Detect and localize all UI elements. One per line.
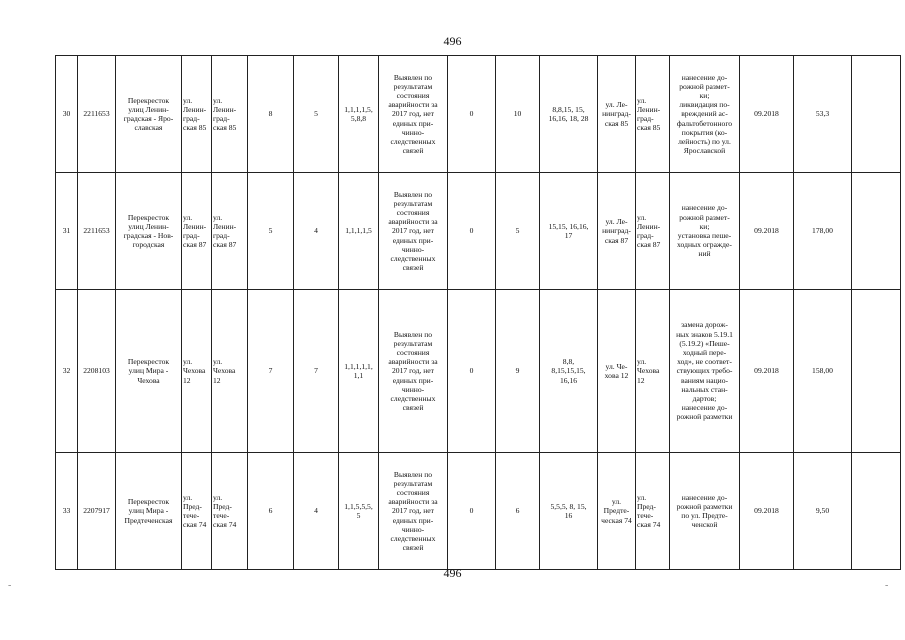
address-a: ул. Пред- тече- ская 74: [182, 453, 212, 570]
address-b: ул. Ленин- град- ская 85: [212, 56, 248, 173]
count-b: 7: [294, 290, 339, 453]
intersection-name: Перекресток улиц Ленин- градская - Яро- славская: [116, 56, 182, 173]
table-row: [56, 453, 901, 570]
count-a: 6: [248, 453, 294, 570]
margin-mark-left: -: [8, 580, 12, 591]
row-number: 32: [56, 290, 78, 453]
count-b: 4: [294, 173, 339, 290]
count-c: 0: [448, 453, 496, 570]
extra-cell: [852, 56, 901, 173]
row-number: 31: [56, 173, 78, 290]
row-code: 2208103: [78, 290, 116, 453]
count-b: 4: [294, 453, 339, 570]
codes-list: 1,1,1,1,5, 5,8,8: [339, 56, 379, 173]
reason-text: Выявлен по результатам состояния аварийности за 2017 год, нет единых при- чинно- следственных связей: [379, 290, 448, 453]
row-code: 2207917: [78, 453, 116, 570]
cost-value: 53,3: [794, 56, 852, 173]
measures-text: замена дорож- ных знаков 5.19.1 (5.19.2) «Пеше- ходный пере- ход», не соответ- ствующих требо- ваниям нацио- нальных стан- дартов; нанесение до- рожной разметки: [670, 290, 740, 453]
codes-list-b: 8,8, 8,15,15,15, 16,16: [540, 290, 598, 453]
count-a: 5: [248, 173, 294, 290]
extra-cell: [852, 173, 901, 290]
table-row: [56, 290, 901, 453]
page-number-bottom: 496: [443, 566, 462, 580]
count-d: 10: [496, 56, 540, 173]
address-a: ул. Ленин- град- ская 85: [182, 56, 212, 173]
count-d: 5: [496, 173, 540, 290]
address-a: ул. Ленин- град- ская 87: [182, 173, 212, 290]
codes-list-b: 5,5,5, 8, 15, 16: [540, 453, 598, 570]
table-row: [56, 173, 901, 290]
due-date: 09.2018: [740, 56, 794, 173]
codes-list-b: 15,15, 16,16, 17: [540, 173, 598, 290]
count-d: 6: [496, 453, 540, 570]
address-b: ул. Пред- тече- ская 74: [212, 453, 248, 570]
codes-list: 1,1,5,5,5, 5: [339, 453, 379, 570]
reason-text: Выявлен по результатам состояния аварийности за 2017 год, нет единых при- чинно- следственных связей: [379, 453, 448, 570]
measures-text: нанесение до- рожной размет- ки; установка пеше- ходных огражде- ний: [670, 173, 740, 290]
due-date: 09.2018: [740, 453, 794, 570]
margin-mark-right: -: [885, 580, 889, 591]
cost-value: 9,50: [794, 453, 852, 570]
cost-value: 178,00: [794, 173, 852, 290]
intersection-name: Перекресток улиц Мира - Предтеченская: [116, 453, 182, 570]
address-d: ул. Чехова 12: [636, 290, 670, 453]
count-a: 8: [248, 56, 294, 173]
codes-list-b: 8,8,15, 15, 16,16, 18, 28: [540, 56, 598, 173]
measures-text: нанесение до- рожной разметки по ул. Предте- ченской: [670, 453, 740, 570]
page-number-top: 496: [443, 34, 462, 48]
address-d: ул. Пред- тече- ская 74: [636, 453, 670, 570]
address-c: ул. Че- хова 12: [598, 290, 636, 453]
count-b: 5: [294, 56, 339, 173]
address-c: ул. Ле- нинград- ская 85: [598, 56, 636, 173]
intersection-name: Перекресток улиц Ленин- градская - Нов- городская: [116, 173, 182, 290]
address-d: ул. Ленин- град- ская 85: [636, 56, 670, 173]
count-c: 0: [448, 173, 496, 290]
address-d: ул. Ленин- град- ская 87: [636, 173, 670, 290]
count-a: 7: [248, 290, 294, 453]
address-c: ул. Ле- нинград- ская 87: [598, 173, 636, 290]
address-b: ул. Ленин- град- ская 87: [212, 173, 248, 290]
due-date: 09.2018: [740, 173, 794, 290]
due-date: 09.2018: [740, 290, 794, 453]
codes-list: 1,1,1,1,5: [339, 173, 379, 290]
reason-text: Выявлен по результатам состояния аварийности за 2017 год, нет единых при- чинно- следственных связей: [379, 56, 448, 173]
row-number: 33: [56, 453, 78, 570]
row-code: 2211653: [78, 173, 116, 290]
count-d: 9: [496, 290, 540, 453]
table-row: [56, 56, 901, 173]
address-a: ул. Чехова 12: [182, 290, 212, 453]
row-code: 2211653: [78, 56, 116, 173]
data-table: [55, 55, 901, 570]
extra-cell: [852, 453, 901, 570]
extra-cell: [852, 290, 901, 453]
count-c: 0: [448, 290, 496, 453]
address-c: ул. Предте- ческая 74: [598, 453, 636, 570]
count-c: 0: [448, 56, 496, 173]
codes-list: 1,1,1,1,1, 1,1: [339, 290, 379, 453]
address-b: ул. Чехова 12: [212, 290, 248, 453]
intersection-name: Перекресток улиц Мира - Чехова: [116, 290, 182, 453]
measures-text: нанесение до- рожной размет- ки; ликвидация по- вреждений ас- фальтобетонного покрытия (ко- лейность) по ул. Ярославской: [670, 56, 740, 173]
cost-value: 158,00: [794, 290, 852, 453]
row-number: 30: [56, 56, 78, 173]
reason-text: Выявлен по результатам состояния аварийности за 2017 год, нет единых при- чинно- следственных связей: [379, 173, 448, 290]
